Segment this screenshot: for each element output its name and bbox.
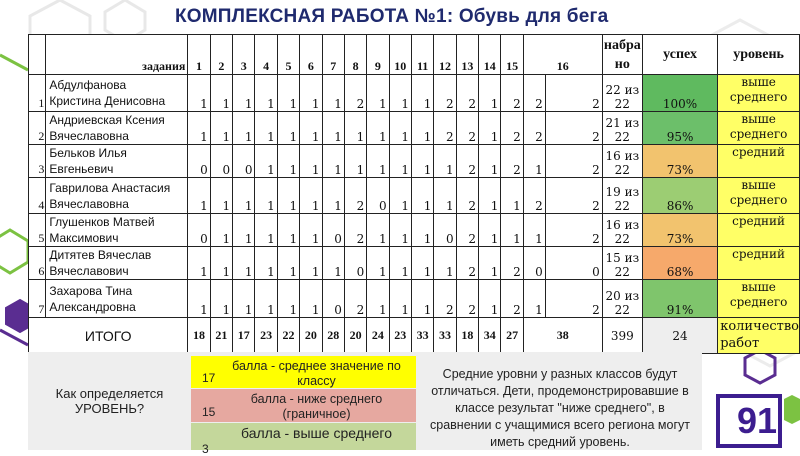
task-mark: 1 [367,214,389,247]
student-row [29,280,800,318]
task-mark: 1 [255,145,277,178]
task-total: 18 [188,318,210,354]
legend-band-number: 17 [202,371,216,385]
student-name [46,214,188,247]
level-line: выше [741,112,776,126]
task-mark: 1 [411,75,433,112]
task-mark: 1 [188,247,210,280]
task-mark: 2 [344,280,366,318]
task-mark: 2 [545,280,602,318]
task-mark: 1 [389,75,411,112]
task-number-header: 13 [456,35,478,75]
task-mark: 1 [277,280,299,318]
task-mark: 1 [188,75,210,112]
task-mark: 1 [300,247,322,280]
note-line: иметь средний уровень. [490,435,630,449]
task-mark: 2 [523,178,545,214]
task-total: 23 [255,318,277,354]
task-mark: 2 [434,75,456,112]
task-mark: 1 [411,247,433,280]
task-total: 17 [233,318,255,354]
student-name-line: Захарова Тина [49,283,133,298]
task-number-header: 16 [523,35,602,75]
note-line: сравнении с учащимися всего региона могут [430,418,690,432]
task-mark: 1 [300,178,322,214]
task-mark: 0 [322,280,344,318]
task-number-header: 14 [479,35,501,75]
task-number-header: 12 [434,35,456,75]
task-mark: 2 [456,247,478,280]
task-total: 21 [210,318,232,354]
task-mark: 1 [322,145,344,178]
task-mark: 1 [255,112,277,145]
task-total: 34 [479,318,501,354]
task-mark: 2 [523,75,545,112]
task-total: 23 [389,318,411,354]
task-mark: 1 [277,178,299,214]
task-number-header: 10 [389,35,411,75]
legend-band-below [191,389,416,422]
legend-note [424,366,696,451]
task-mark: 1 [523,214,545,247]
task-total: 27 [501,318,523,354]
task-mark: 1 [277,214,299,247]
legend-band-above [191,423,416,456]
task-mark: 1 [434,178,456,214]
student-name-line: Вячеславовна [49,196,129,211]
task-number-header: 6 [300,35,322,75]
task-mark: 1 [344,112,366,145]
task-number-header: 4 [255,35,277,75]
task-mark: 1 [255,280,277,318]
level-cell [718,178,800,214]
task-mark: 1 [300,145,322,178]
student-name-line: Абдулфанова [49,78,127,92]
task-mark: 1 [255,178,277,214]
task-mark: 2 [344,178,366,214]
student-name [46,75,188,112]
header-row [29,35,800,75]
success-cell: 95% [642,112,717,145]
student-name-line: Максимович [49,231,119,245]
task-mark: 1 [300,280,322,318]
level-line: средний [732,214,786,228]
legend-band-number: 3 [202,442,209,456]
task-mark: 1 [344,145,366,178]
task-mark: 1 [277,75,299,112]
task-mark: 0 [188,214,210,247]
note-line: классе результат "ниже среднего", в [455,401,665,415]
legend-band-number: 15 [202,405,216,419]
task-mark: 0 [545,247,602,280]
student-row [29,112,800,145]
score-cell: 19 из 22 [602,178,642,214]
task-mark: 1 [479,145,501,178]
tasks-header: задания [46,35,188,75]
level-cell [718,280,800,318]
task-number-header: 3 [233,35,255,75]
task-mark: 2 [456,214,478,247]
task-mark: 2 [545,214,602,247]
task-mark: 1 [300,75,322,112]
level-cell [718,247,800,280]
task-mark: 1 [501,178,523,214]
success-header: успех [642,35,717,75]
task-number-header: 9 [367,35,389,75]
task-number-header: 11 [411,35,433,75]
note-line: отличаться. Дети, продемонстрировавшие в [431,384,689,398]
page-title: КОМПЛЕКСНАЯ РАБОТА №1: Обувь для бега [175,6,609,27]
student-row [29,247,800,280]
task-mark: 1 [479,75,501,112]
task-mark: 1 [233,247,255,280]
task-mark: 1 [233,280,255,318]
student-name-line: Бельков Илья [49,146,127,160]
task-mark: 0 [322,214,344,247]
task-mark: 2 [501,75,523,112]
level-cell [718,145,800,178]
task-mark: 0 [233,145,255,178]
task-mark: 1 [479,178,501,214]
student-name-line: Гаврилова Анастасия [49,180,171,195]
task-mark: 1 [277,112,299,145]
row-number: 7 [29,280,46,318]
student-name [46,112,188,145]
legend-title [28,352,191,450]
task-mark: 1 [479,247,501,280]
task-mark: 1 [322,112,344,145]
task-mark: 1 [389,178,411,214]
level-header: уровень [718,35,800,75]
task-mark: 1 [210,178,232,214]
task-total: 18 [456,318,478,354]
success-cell: 91% [642,280,717,318]
task-mark: 1 [523,145,545,178]
legend-title-line: УРОВЕНЬ? [74,401,145,416]
student-name-line: Вячеславовна [49,129,129,143]
task-mark: 2 [523,112,545,145]
score-cell: 20 из 22 [602,280,642,318]
task-mark: 1 [411,280,433,318]
task-mark: 1 [233,214,255,247]
task-mark: 2 [545,112,602,145]
score-cell: 16 из 22 [602,145,642,178]
task-mark: 1 [367,280,389,318]
student-name-line: Андриевская Ксения [49,113,165,127]
student-row [29,178,800,214]
task-number-header: 2 [210,35,232,75]
score-cell: 21 из 22 [602,112,642,145]
task-total: 33 [411,318,433,354]
level-cell [718,112,800,145]
task-total: 24 [367,318,389,354]
total-score: 399 [602,318,642,354]
success-cell: 68% [642,247,717,280]
task-mark: 2 [501,112,523,145]
score-cell: 16 из 22 [602,214,642,247]
page-number: 91 [737,400,778,441]
task-mark: 2 [501,145,523,178]
task-mark: 1 [188,178,210,214]
level-line: выше [741,178,776,192]
student-name-line: Кристина Денисовна [49,94,166,108]
task-number-header: 1 [188,35,210,75]
task-mark: 1 [434,145,456,178]
score-header: набрано [602,35,642,75]
task-number-header: 8 [344,35,366,75]
student-name-line: Евгеньевич [49,162,114,176]
corner-cell [29,35,46,75]
task-mark: 2 [501,280,523,318]
row-number: 3 [29,145,46,178]
task-mark: 1 [411,214,433,247]
task-total: 20 [300,318,322,354]
task-mark: 1 [300,112,322,145]
task-mark: 1 [322,178,344,214]
legend-band-text: балла - ниже среднего [250,392,383,406]
legend-band-text: классу [297,374,336,388]
level-cell [718,75,800,112]
task-mark: 1 [367,112,389,145]
task-number-header: 5 [277,35,299,75]
task-mark: 1 [300,214,322,247]
task-mark: 1 [277,145,299,178]
task-mark: 1 [233,75,255,112]
task-mark: 0 [434,214,456,247]
task-mark: 0 [210,145,232,178]
task-mark: 1 [233,112,255,145]
task-mark: 1 [389,280,411,318]
note-line: Средние уровни у разных классов будут [442,367,678,381]
task-mark: 2 [344,75,366,112]
results-table [28,34,800,354]
task-total: 20 [344,318,366,354]
level-cell [718,214,800,247]
task-mark: 0 [188,145,210,178]
task-mark: 2 [545,75,602,112]
task-mark: 1 [523,280,545,318]
level-line: средний [732,247,786,261]
student-row [29,214,800,247]
task-mark: 1 [479,214,501,247]
task-mark: 0 [367,178,389,214]
student-row [29,145,800,178]
student-name-line: Дитятев Вячеслав [49,248,152,262]
student-row [29,75,800,112]
task-mark: 1 [188,280,210,318]
totals-label: ИТОГО [29,318,188,354]
task-total: 38 [523,318,602,354]
works-count-line: работ [720,336,760,351]
task-mark: 2 [344,214,366,247]
task-mark: 0 [523,247,545,280]
task-mark: 1 [255,214,277,247]
student-name [46,280,188,318]
task-mark: 1 [322,75,344,112]
task-mark: 1 [367,145,389,178]
task-mark: 1 [210,247,232,280]
level-line: среднего [729,90,788,104]
legend-band-text: балла - среднее значение по [232,359,401,373]
task-mark: 1 [389,214,411,247]
task-mark: 1 [210,280,232,318]
task-mark: 2 [545,145,602,178]
row-number: 5 [29,214,46,247]
task-mark: 2 [434,112,456,145]
task-mark: 1 [367,247,389,280]
success-cell: 73% [642,145,717,178]
task-mark: 1 [479,280,501,318]
level-line: выше [741,75,776,89]
success-cell: 73% [642,214,717,247]
success-cell: 100% [642,75,717,112]
task-mark: 1 [501,214,523,247]
task-mark: 1 [210,75,232,112]
task-mark: 1 [389,247,411,280]
level-line: среднего [729,193,788,207]
score-cell: 22 из 22 [602,75,642,112]
task-mark: 1 [277,247,299,280]
task-mark: 1 [389,145,411,178]
task-number-header: 15 [501,35,523,75]
student-name [46,178,188,214]
legend-band-text: балла - выше среднего [241,425,392,441]
task-mark: 1 [210,214,232,247]
task-mark: 2 [545,178,602,214]
student-name-line: Александровна [49,299,136,314]
task-mark: 1 [233,178,255,214]
level-line: среднего [729,127,788,141]
task-mark: 2 [456,112,478,145]
level-line: среднего [729,295,788,309]
level-line: выше [741,280,776,294]
score-cell: 15 из 22 [602,247,642,280]
legend-band-average [191,356,416,388]
task-mark: 1 [389,112,411,145]
task-mark: 0 [344,247,366,280]
task-total: 33 [434,318,456,354]
student-name [46,145,188,178]
task-mark: 1 [479,112,501,145]
task-mark: 1 [411,112,433,145]
totals-row [29,318,800,354]
row-number: 6 [29,247,46,280]
task-mark: 2 [456,145,478,178]
task-mark: 2 [501,247,523,280]
task-mark: 1 [188,112,210,145]
task-mark: 1 [411,145,433,178]
task-mark: 1 [411,178,433,214]
task-total: 28 [322,318,344,354]
task-mark: 2 [434,280,456,318]
task-mark: 1 [255,247,277,280]
task-mark: 1 [255,75,277,112]
student-name-line: Вячеславович [49,264,129,278]
student-name [46,247,188,280]
task-mark: 1 [322,247,344,280]
row-number: 4 [29,178,46,214]
legend-band-text: (граничное) [282,407,351,421]
row-number: 2 [29,112,46,145]
task-number-header: 7 [322,35,344,75]
level-legend [28,352,702,456]
task-mark: 2 [456,178,478,214]
task-total: 22 [277,318,299,354]
total-success: 24 [642,318,717,354]
works-count-cell [718,318,800,354]
task-mark: 1 [434,247,456,280]
legend-title-line: Как определяется [55,386,164,401]
task-mark: 1 [367,75,389,112]
task-mark: 2 [456,75,478,112]
works-count-line: количество [720,319,799,334]
level-line: средний [732,145,786,159]
success-cell: 86% [642,178,717,214]
row-number: 1 [29,75,46,112]
student-name-line: Глушенков Матвей [49,215,155,229]
task-mark: 2 [456,280,478,318]
task-mark: 1 [210,112,232,145]
